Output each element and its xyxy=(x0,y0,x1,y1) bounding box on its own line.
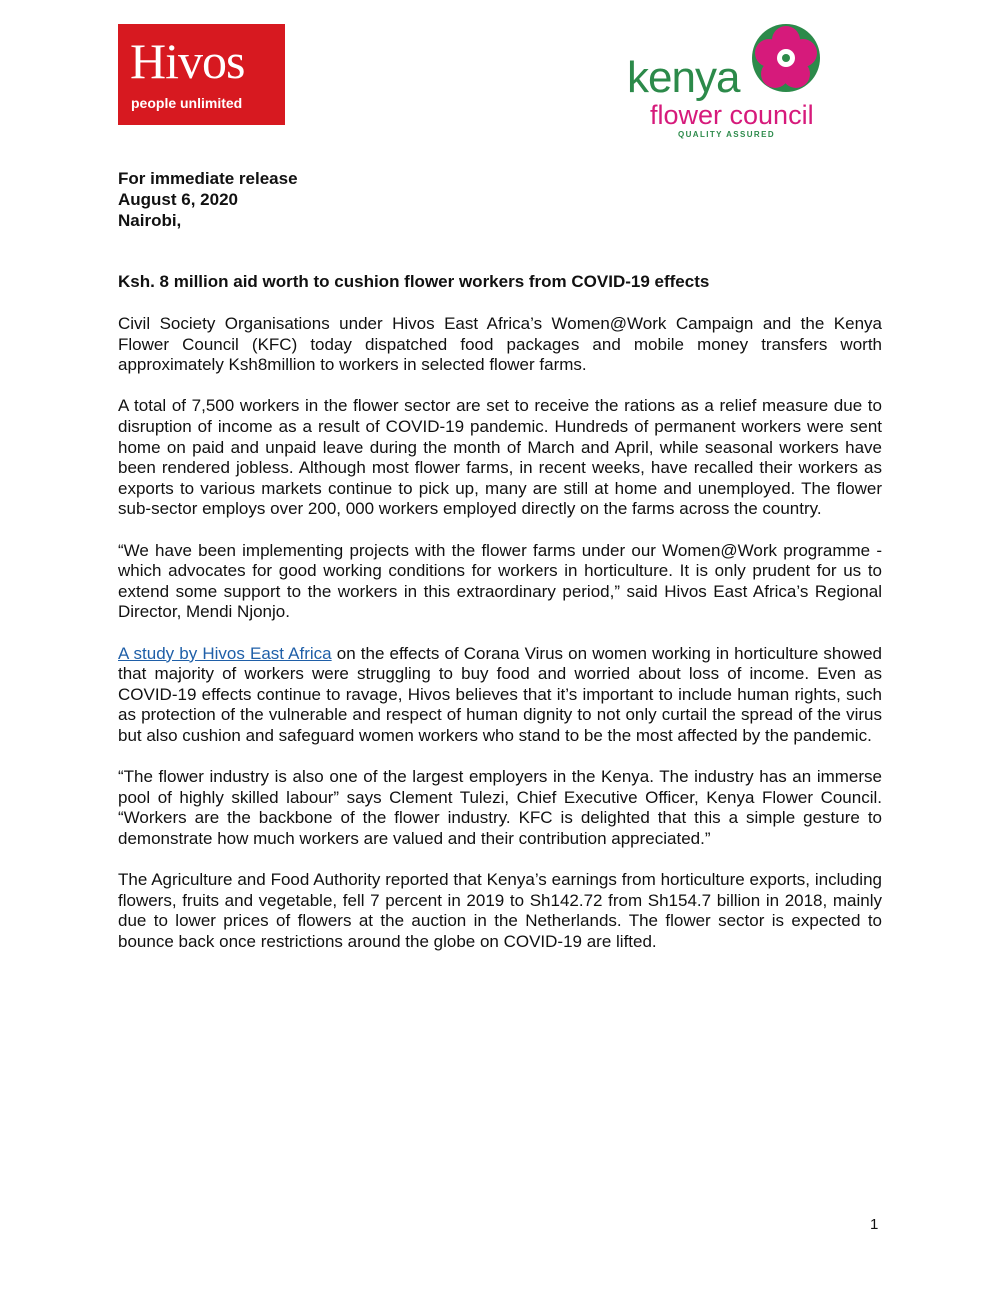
press-release-body xyxy=(118,314,882,973)
paragraph-4-text: on the effects of Corana Virus on women working in horticulture showed that majority of workers were struggling to buy food and worried about loss of income. Even as COVID-19 effects continue to ravage, Hivos believes that it’s important to include human rights, such as protection of the vulnerable and respect of human dignity to not only curtail the spread of the virus but also cushion and safeguard women workers who stand to be the most affected by the pandemic. xyxy=(118,643,882,745)
release-header xyxy=(118,169,882,232)
page-number: 1 xyxy=(870,1216,879,1233)
hivos-logo xyxy=(118,24,285,125)
kfc-wordmark-kenya: kenya xyxy=(627,53,740,102)
study-link[interactable]: A study by Hivos East Africa xyxy=(118,643,332,663)
flower-icon xyxy=(750,22,822,94)
kfc-wordmark-flower-council: flower council xyxy=(650,100,814,130)
kfc-quality-assured: QUALITY ASSURED xyxy=(678,130,776,139)
release-date: August 6, 2020 xyxy=(118,190,238,209)
paragraph-2: A total of 7,500 workers in the flower sector are set to receive the rations as a relief measure due to disruption of income as a result of COVID-19 pandemic. Hundreds of permanent workers were sent home on paid and unpaid leave during the month of March and April, while seasonal workers have been rendered jobless. Although most flower farms, in recent weeks, have recalled their workers as exports to various markets continue to pick up, many are still at home and unemployed. The flower sub-sector employs over 200, 000 workers employed directly on the farms across the country. xyxy=(118,396,882,519)
paragraph-3: “We have been implementing projects with the flower farms under our Women@Work programme - which advocates for good working conditions for workers in horticulture. It is only prudent for us to extend some support to the workers in this extraordinary period,” said Hivos East Africa’s Regional Director, Mendi Njonjo. xyxy=(118,540,882,622)
hivos-tagline: people unlimited xyxy=(131,95,243,111)
kenya-flower-council-logo xyxy=(624,20,824,145)
paragraph-5: “The flower industry is also one of the largest employers in the Kenya. The industry has an immerse pool of highly skilled labour” says Clement Tulezi, Chief Executive Officer, Kenya Flower Council. “Workers are the backbone of the flower industry. KFC is delighted that this a simple gesture to demonstrate how much workers are valued and their contribution appreciated.” xyxy=(118,767,882,848)
paragraph-6: The Agriculture and Food Authority reported that Kenya’s earnings from horticulture exports, including flowers, fruits and vegetable, fell 7 percent in 2019 to Sh142.72 from Sh154.7 billion in 2018, mainly due to lower prices of flowers at the auction in the Netherlands. The flower sector is expected to bounce back once restrictions around the globe on COVID-19 are lifted. xyxy=(118,870,882,951)
release-label: For immediate release xyxy=(118,169,298,188)
press-release-headline: Ksh. 8 million aid worth to cushion flower workers from COVID-19 effects xyxy=(118,272,710,291)
release-location: Nairobi, xyxy=(118,211,182,230)
paragraph-4 xyxy=(118,644,882,747)
paragraph-1: Civil Society Organisations under Hivos East Africa’s Women@Work Campaign and the Kenya Flower Council (KFC) today dispatched food packages and mobile money transfers worth approximately Ksh8million to workers in selected flower farms. xyxy=(118,314,882,375)
hivos-wordmark: Hivos xyxy=(130,33,245,89)
